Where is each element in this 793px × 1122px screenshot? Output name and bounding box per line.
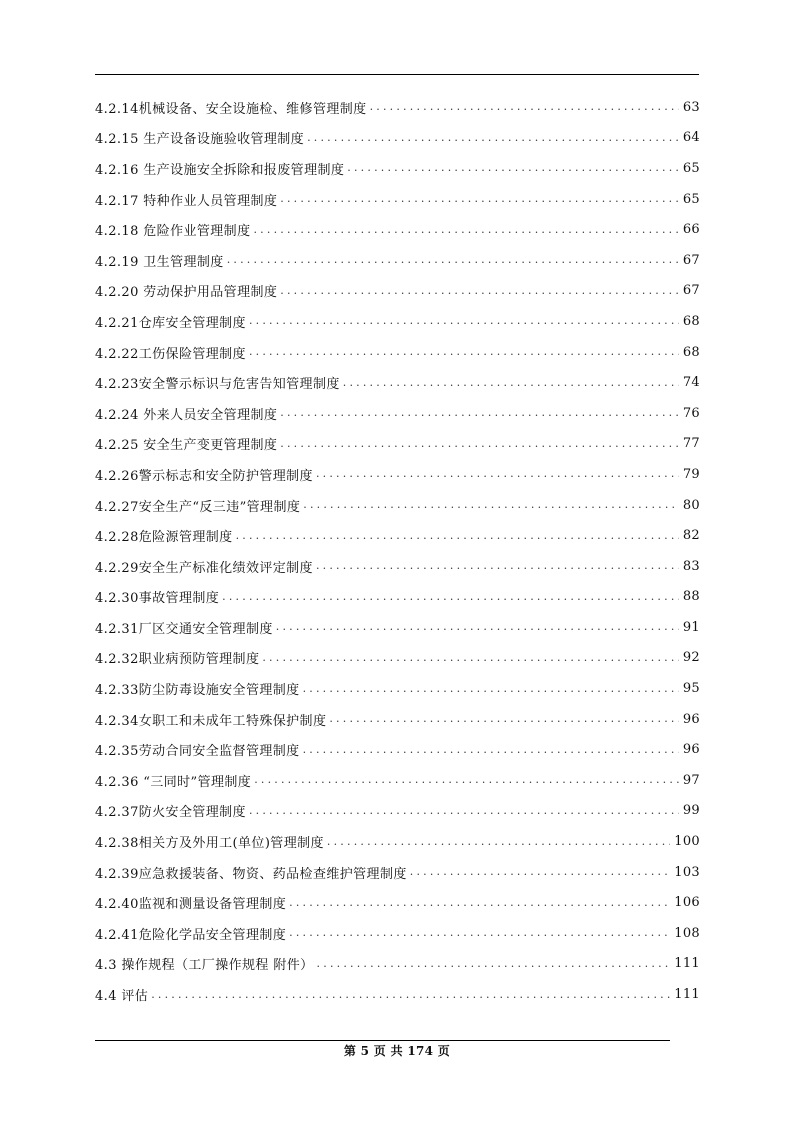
toc-entry-page: 67 bbox=[682, 252, 700, 268]
toc-entry-page: 99 bbox=[682, 803, 700, 819]
toc-entry-title: 4.2.25 安全生产变更管理制度 bbox=[95, 438, 278, 454]
toc-entry-title: 4.2.41危险化学品安全管理制度 bbox=[95, 927, 287, 943]
toc-entry-page: 106 bbox=[674, 895, 700, 911]
toc-entry-title: 4.2.18 危险作业管理制度 bbox=[95, 224, 251, 240]
toc-dot-leader bbox=[410, 864, 671, 880]
toc-entry-title: 4.2.35劳动合同安全监督管理制度 bbox=[95, 744, 300, 760]
toc-entry[interactable] bbox=[95, 337, 700, 368]
toc-entry-title: 4.2.38相关方及外用工(单位)管理制度 bbox=[95, 836, 324, 852]
toc-dot-leader bbox=[222, 589, 679, 605]
toc-entry-page: 65 bbox=[682, 160, 700, 176]
toc-entry[interactable] bbox=[95, 184, 700, 215]
toc-entry-title: 4.2.19 卫生管理制度 bbox=[95, 254, 224, 270]
toc-entry[interactable] bbox=[95, 520, 700, 551]
toc-dot-leader bbox=[303, 742, 679, 758]
toc-dot-leader bbox=[289, 925, 670, 941]
toc-dot-leader bbox=[254, 772, 679, 788]
toc-dot-leader bbox=[280, 283, 679, 299]
toc-entry-title: 4.2.23安全警示标识与危害告知管理制度 bbox=[95, 377, 340, 393]
toc-entry-title: 4.2.20 劳动保护用品管理制度 bbox=[95, 285, 278, 301]
toc-dot-leader bbox=[280, 191, 679, 207]
toc-entry-page: 111 bbox=[674, 987, 700, 1003]
toc-dot-leader bbox=[370, 99, 679, 115]
toc-entry-page: 74 bbox=[682, 375, 700, 391]
toc-dot-leader bbox=[329, 711, 678, 727]
toc-entry-title: 4.2.34女职工和未成年工特殊保护制度 bbox=[95, 713, 327, 729]
toc-entry[interactable] bbox=[95, 857, 700, 888]
toc-entry[interactable] bbox=[95, 796, 700, 827]
toc-entry[interactable] bbox=[95, 276, 700, 307]
toc-dot-leader bbox=[343, 375, 679, 391]
toc-entry-title: 4.2.33防尘防毒设施安全管理制度 bbox=[95, 683, 300, 699]
toc-entry-page: 67 bbox=[682, 283, 700, 299]
toc-entry-page: 82 bbox=[682, 528, 700, 544]
footer-rule bbox=[95, 1040, 670, 1041]
toc-entry-title: 4.2.14机械设备、安全设施检、维修管理制度 bbox=[95, 101, 367, 117]
toc-entry[interactable] bbox=[95, 429, 700, 460]
toc-entry-title: 4.2.40监视和测量设备管理制度 bbox=[95, 897, 287, 913]
toc-dot-leader bbox=[327, 834, 670, 850]
toc-entry-title: 4.2.27安全生产“反三违”管理制度 bbox=[95, 499, 301, 515]
toc-entry-title: 4.2.39应急救援装备、物资、药品检查维护管理制度 bbox=[95, 866, 407, 882]
toc-entry-title: 4.2.30事故管理制度 bbox=[95, 591, 220, 607]
toc-entry-title: 4.2.36 “三同时”管理制度 bbox=[95, 774, 252, 790]
toc-entry-page: 91 bbox=[682, 619, 700, 635]
toc-dot-leader bbox=[280, 436, 679, 452]
toc-dot-leader bbox=[316, 558, 679, 574]
toc-entry-title: 4.2.37防火安全管理制度 bbox=[95, 805, 246, 821]
toc-dot-leader bbox=[249, 313, 679, 329]
toc-entry-title: 4.4 评估 bbox=[95, 989, 149, 1005]
toc-dot-leader bbox=[227, 252, 679, 268]
toc-entry[interactable] bbox=[95, 153, 700, 184]
toc-entry-page: 96 bbox=[682, 742, 700, 758]
page-footer: 第 5 页 共 174 页 bbox=[343, 1044, 451, 1058]
toc-entry[interactable] bbox=[95, 306, 700, 337]
toc-dot-leader bbox=[236, 528, 679, 544]
toc-entry-page: 76 bbox=[682, 405, 700, 421]
table-of-contents bbox=[95, 92, 700, 1010]
toc-dot-leader bbox=[262, 650, 678, 666]
toc-entry-page: 111 bbox=[674, 956, 700, 972]
toc-entry[interactable] bbox=[95, 245, 700, 276]
toc-entry-page: 80 bbox=[682, 497, 700, 513]
toc-dot-leader bbox=[289, 895, 670, 911]
toc-entry-title: 4.2.28危险源管理制度 bbox=[95, 530, 233, 546]
toc-entry-page: 77 bbox=[682, 436, 700, 452]
toc-entry[interactable] bbox=[95, 123, 700, 154]
toc-entry[interactable] bbox=[95, 826, 700, 857]
toc-entry-page: 88 bbox=[682, 589, 700, 605]
toc-entry-page: 65 bbox=[682, 191, 700, 207]
toc-entry[interactable] bbox=[95, 398, 700, 429]
toc-entry[interactable] bbox=[95, 214, 700, 245]
toc-dot-leader bbox=[347, 160, 679, 176]
toc-entry[interactable] bbox=[95, 765, 700, 796]
header-rule bbox=[95, 74, 699, 75]
toc-entry[interactable] bbox=[95, 918, 700, 949]
toc-entry-title: 4.2.24 外来人员安全管理制度 bbox=[95, 407, 278, 423]
toc-entry[interactable] bbox=[95, 612, 700, 643]
toc-entry-page: 68 bbox=[682, 313, 700, 329]
toc-entry[interactable] bbox=[95, 949, 700, 980]
toc-entry-title: 4.2.32职业病预防管理制度 bbox=[95, 652, 260, 668]
toc-dot-leader bbox=[253, 222, 678, 238]
toc-entry-title: 4.3 操作规程（工厂操作规程 附件） bbox=[95, 958, 314, 974]
toc-entry-title: 4.2.29安全生产标准化绩效评定制度 bbox=[95, 560, 313, 576]
toc-entry-page: 64 bbox=[682, 130, 700, 146]
toc-entry-title: 4.2.21仓库安全管理制度 bbox=[95, 315, 246, 331]
toc-entry[interactable] bbox=[95, 551, 700, 582]
toc-entry[interactable] bbox=[95, 582, 700, 613]
toc-entry-page: 92 bbox=[682, 650, 700, 666]
toc-entry-page: 95 bbox=[682, 681, 700, 697]
toc-entry[interactable] bbox=[95, 979, 700, 1010]
toc-entry-page: 108 bbox=[674, 925, 700, 941]
toc-dot-leader bbox=[307, 130, 679, 146]
toc-entry-page: 96 bbox=[682, 711, 700, 727]
toc-dot-leader bbox=[303, 681, 679, 697]
toc-entry-page: 66 bbox=[682, 222, 700, 238]
toc-dot-leader bbox=[303, 497, 679, 513]
toc-entry-page: 103 bbox=[674, 864, 700, 880]
toc-entry-page: 97 bbox=[682, 772, 700, 788]
toc-entry-title: 4.2.22工伤保险管理制度 bbox=[95, 346, 246, 362]
toc-entry[interactable] bbox=[95, 92, 700, 123]
toc-dot-leader bbox=[316, 466, 679, 482]
toc-dot-leader bbox=[280, 405, 679, 421]
toc-entry[interactable] bbox=[95, 459, 700, 490]
toc-entry-title: 4.2.16 生产设施安全拆除和报废管理制度 bbox=[95, 162, 345, 178]
toc-entry-page: 68 bbox=[682, 344, 700, 360]
toc-entry[interactable] bbox=[95, 673, 700, 704]
toc-entry[interactable] bbox=[95, 643, 700, 674]
toc-entry-title: 4.2.31厂区交通安全管理制度 bbox=[95, 621, 273, 637]
toc-entry-title: 4.2.26警示标志和安全防护管理制度 bbox=[95, 468, 313, 484]
toc-entry[interactable] bbox=[95, 734, 700, 765]
toc-entry[interactable] bbox=[95, 367, 700, 398]
toc-dot-leader bbox=[317, 956, 671, 972]
toc-entry-title: 4.2.17 特种作业人员管理制度 bbox=[95, 193, 278, 209]
toc-dot-leader bbox=[249, 803, 679, 819]
toc-dot-leader bbox=[151, 987, 670, 1003]
toc-dot-leader bbox=[249, 344, 679, 360]
toc-entry[interactable] bbox=[95, 490, 700, 521]
toc-entry-title: 4.2.15 生产设备设施验收管理制度 bbox=[95, 132, 305, 148]
toc-entry-page: 63 bbox=[682, 99, 700, 115]
toc-entry-page: 83 bbox=[682, 558, 700, 574]
toc-entry-page: 79 bbox=[682, 466, 700, 482]
toc-dot-leader bbox=[276, 619, 679, 635]
toc-entry[interactable] bbox=[95, 704, 700, 735]
toc-entry-page: 100 bbox=[674, 834, 700, 850]
toc-entry[interactable] bbox=[95, 887, 700, 918]
